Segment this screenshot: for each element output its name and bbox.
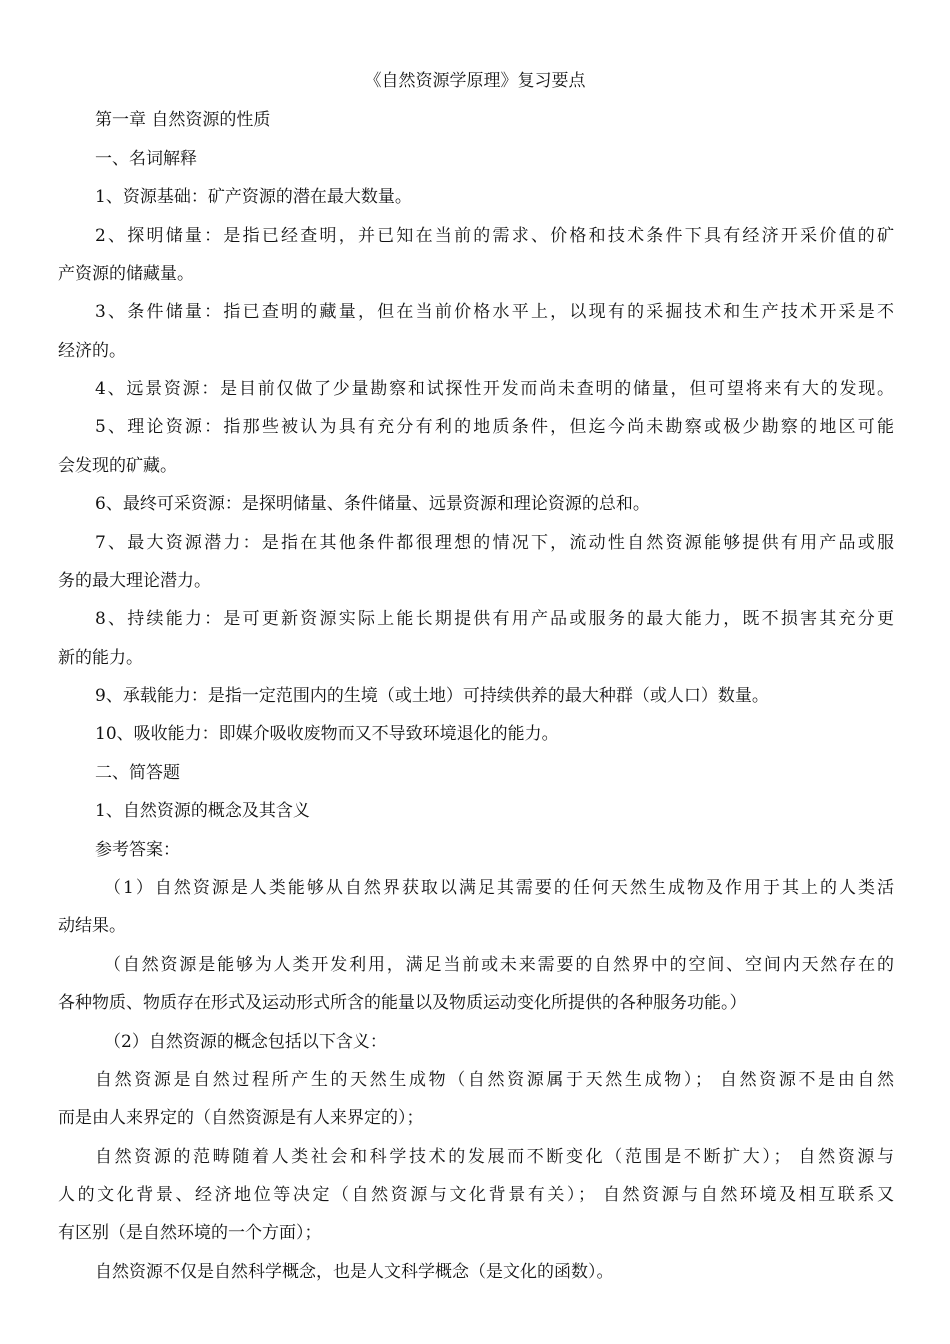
definition-3-line1: 3、条件储量：指已查明的藏量，但在当前价格水平上，以现有的采掘技术和生产技术开采是不 — [95, 302, 894, 322]
definition-2-line2: 产资源的储藏量。 — [58, 264, 194, 284]
definition-1: 1、资源基础：矿产资源的潜在最大数量。 — [95, 187, 412, 207]
answer-1-line2: 动结果。 — [58, 916, 126, 936]
definition-7-line2: 务的最大理论潜力。 — [58, 571, 211, 591]
reference-answer-label: 参考答案： — [95, 840, 180, 860]
definition-10: 10、吸收能力：即媒介吸收废物而又不导致环境退化的能力。 — [95, 724, 559, 744]
definition-9: 9、承载能力：是指一定范围内的生境（或土地）可持续供养的最大种群（或人口）数量。 — [95, 686, 769, 706]
definition-6: 6、最终可采资源：是探明储量、条件储量、远景资源和理论资源的总和。 — [95, 494, 650, 514]
chapter-heading: 第一章 自然资源的性质 — [95, 110, 271, 130]
definition-3-line2: 经济的。 — [58, 341, 126, 361]
document-title: 《自然资源学原理》复习要点 — [364, 71, 586, 91]
meaning-para1-line1: 自然资源是自然过程所产生的天然生成物（自然资源属于天然生成物）； 自然资源不是由自然 — [95, 1070, 894, 1090]
meaning-para2-line3: 有区别（是自然环境的一个方面）； — [58, 1223, 322, 1243]
answer-1-paren-line1: （自然资源是能够为人类开发利用，满足当前或未来需要的自然界中的空间、空间内天然存在的 — [104, 955, 894, 975]
answer-1-line1: （1）自然资源是人类能够从自然界获取以满足其需要的任何天然生成物及作用于其上的人类活 — [104, 878, 894, 898]
definition-5-line1: 5、理论资源：指那些被认为具有充分有利的地质条件，但迄今尚未勘察或极少勘察的地区可能 — [95, 417, 894, 437]
meaning-para1-line2: 而是由人来界定的（自然资源是有人来界定的）； — [58, 1108, 424, 1128]
answer-1-paren-line2: 各种物质、物质存在形式及运动形式所含的能量以及物质运动变化所提供的各种服务功能。） — [58, 993, 747, 1013]
definition-7-line1: 7、最大资源潜力：是指在其他条件都很理想的情况下，流动性自然资源能够提供有用产品或服 — [95, 533, 894, 553]
definition-8-line1: 8、持续能力：是可更新资源实际上能长期提供有用产品或服务的最大能力，既不损害其充分更 — [95, 609, 894, 629]
definition-8-line2: 新的能力。 — [58, 648, 143, 668]
section-heading-terms: 一、名词解释 — [95, 149, 197, 169]
question-1: 1、自然资源的概念及其含义 — [95, 801, 310, 821]
definition-4: 4、远景资源：是目前仅做了少量勘察和试探性开发而尚未查明的储量，但可望将来有大的发现。 — [95, 379, 894, 399]
meaning-para2-line2: 人的文化背景、经济地位等决定（自然资源与文化背景有关）； 自然资源与自然环境及相互联系又 — [58, 1185, 894, 1205]
answer-2: （2）自然资源的概念包括以下含义： — [104, 1032, 387, 1052]
definition-5-line2: 会发现的矿藏。 — [58, 456, 177, 476]
meaning-para3: 自然资源不仅是自然科学概念，也是人文科学概念（是文化的函数）。 — [95, 1262, 614, 1282]
meaning-para2-line1: 自然资源的范畴随着人类社会和科学技术的发展而不断变化（范围是不断扩大）； 自然资源与 — [95, 1147, 894, 1167]
section-heading-short-answer: 二、简答题 — [95, 763, 180, 783]
definition-2-line1: 2、探明储量：是指已经查明，并已知在当前的需求、价格和技术条件下具有经济开采价值的矿 — [95, 226, 894, 246]
